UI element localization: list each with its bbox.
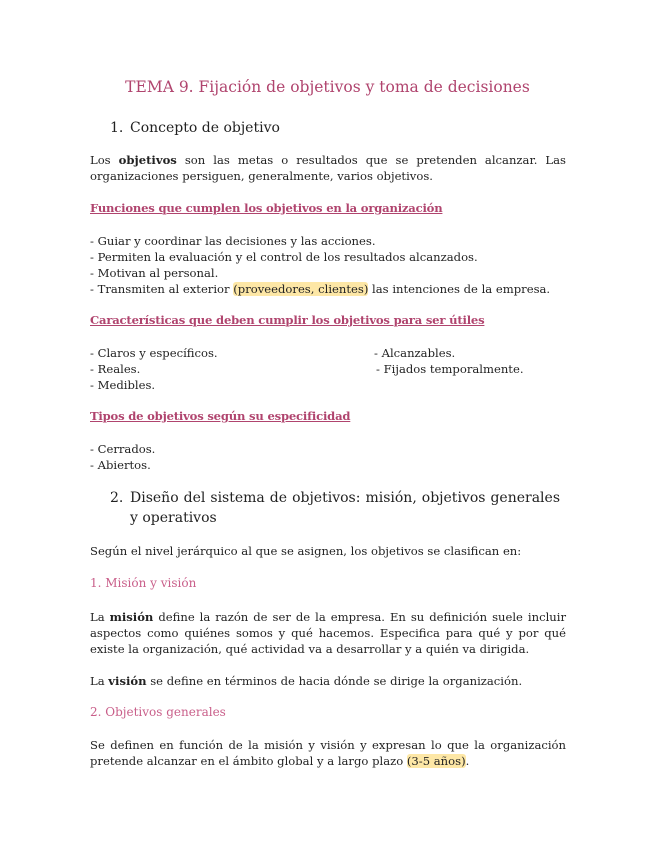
section-1-title: Concepto de objetivo [130,120,280,136]
caracteristicas-subtitle: Características que deben cumplir los objetivos para ser útiles [90,313,485,327]
funciones-subtitle: Funciones que cumplen los objetivos en la organización [90,201,443,215]
list-item: - Cerrados. [90,442,156,456]
list-item: - Abiertos. [90,458,151,472]
funciones-list [90,233,550,297]
list-item [90,281,550,297]
list-item: - Motivan al personal. [90,266,219,280]
caracteristicas-list-right [374,345,524,377]
mision-vision-subtitle: 1. Misión y visión [90,576,197,590]
caracteristicas-list-left [90,345,218,393]
tipos-list [90,441,155,473]
section-1-number: 1. [110,120,124,136]
objetivos-generales-subtitle: 2. Objetivos generales [90,705,226,719]
mision-paragraph [90,609,566,657]
generales-text: Se definen en función de la misión y visión y expresan lo que la organización pretende alcanzar en el ámbito global y a largo plazo [90,738,566,768]
intro-bold-term: objetivos [118,153,177,167]
vision-rest: se define en términos de hacia dónde se dirige la organización. [146,674,523,688]
intro-rest: son las metas o resultados que se pretenden alcanzar. Las organizaciones persiguen, generalmente, varios objetivos. [90,153,566,183]
mision-bold-term: misión [109,610,154,624]
clasificacion-intro: Según el nivel jerárquico al que se asignen, los objetivos se clasifican en: [90,544,522,558]
highlighted-text: (proveedores, clientes) [233,282,369,296]
list-item: - Claros y específicos. [90,346,218,360]
highlighted-text: (3-5 años) [406,754,466,768]
list-item: - Alcanzables. [374,346,456,360]
list-item: - Permiten la evaluación y el control de los resultados alcanzados. [90,250,478,264]
tipos-subtitle: Tipos de objetivos según su especificidad [90,409,351,423]
vision-paragraph [90,673,566,689]
objetivos-generales-paragraph [90,737,566,769]
mision-rest: define la razón de ser de la empresa. En su definición suele incluir aspectos como quiénes somos y qué hacemos. Especifica para qué y por qué existe la organización, qué actividad va a desarrollar y a quién va dirigida. [90,610,566,656]
section-2-number: 2. [110,490,124,506]
list-item-prefix: - Transmiten al exterior [90,282,234,296]
intro-prefix: Los [90,153,119,167]
section-2-title: Diseño del sistema de objetivos: misión, objetivos generales y operativos [130,490,560,526]
vision-prefix: La [90,674,109,688]
objetivos-intro-paragraph [90,152,566,184]
vision-bold-term: visión [108,674,147,688]
list-item: - Guiar y coordinar las decisiones y las acciones. [90,234,376,248]
page-title: TEMA 9. Fijación de objetivos y toma de decisiones [125,78,530,96]
list-item: - Reales. [90,362,141,376]
list-item-suffix: las intenciones de la empresa. [368,282,551,296]
mision-prefix: La [90,610,110,624]
generales-end: . [465,754,470,768]
list-item: - Fijados temporalmente. [376,362,524,376]
list-item: - Medibles. [90,378,156,392]
section-2-heading [110,488,570,532]
